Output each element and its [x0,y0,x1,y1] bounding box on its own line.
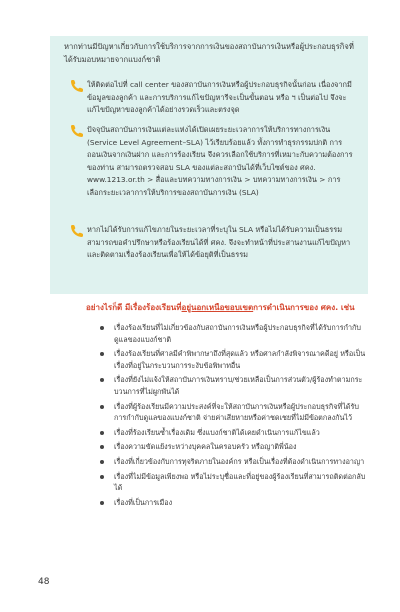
page-number: 48 [38,577,50,587]
list-item [100,497,368,509]
list-item-text: เรื่องที่เกี่ยวข้องกับการทุจริตภายในองค์กร หรือเป็นเรื่องที่ต้องดำเนินการทางอาญา [114,456,365,466]
out-of-scope-list [100,322,368,511]
tip-item-complaint [70,224,356,262]
tip-text: ให้ติดต่อไปที่ call center ของสถาบันการเงินหรือผู้ประกอบธุรกิจนั้นก่อน เนื่องจากมีข้อมูลของลูกค้า และการบริการแก้ไขปัญหารีจะเป็นขั้นตอน หรือ ฯ เป็นต่อไป จึงจะแก้ไขปัญหาของลูกค้าได้อย่างรวดเร็วและตรงจุด [87,80,352,115]
intro-paragraph: หากท่านมีปัญหาเกี่ยวกับการใช้บริการจากการเงินของสถาบันการเงินหรือผู้ประกอบธุรกิจที่ได้รับมอบหมายจากแบงก์ชาติ [64,42,354,64]
bullet-dot [100,475,104,479]
tip-item-sla [70,124,356,200]
list-item-text: เรื่องที่ร้องเรียนซ้ำเรื่องเดิม ซึ่งแบงก์ชาติได้เคยดำเนินการแก้ไขแล้ว [114,427,320,437]
bullet-dot [100,378,104,382]
list-item [100,322,368,345]
bullet-dot [100,352,104,356]
phone-icon [70,124,84,138]
list-item-text: เรื่องที่ผู้ร้องเรียนมีความประสงค์ที่จะให้สถาบันการเงินหรือผู้ประกอบธุรกิจที่ได้รับการกำกับดูแลของแบงก์ชาติ จ่ายค่าเสียหายหรือค่าชดเชยที่ไม่มีข้อตกลงกันไว้ [114,401,359,423]
phone-icon [70,224,84,238]
bullet-dot [100,405,104,409]
list-item [100,456,368,468]
heading-text-rest: การดำเนินการของ ศคง. เช่น [253,303,355,312]
section-heading [86,302,366,314]
bullet-dot [100,326,104,330]
tip-text: ปัจจุบันสถาบันการเงินแต่ละแห่งได้เปิดเผยระยะเวลาการให้บริการทางการเงิน (Service Level Agreement–SLA) ไว้เรียบร้อยแล้ว ทั้งการทำธุรกรรมปกติ การถอนเงินจากเงินฝาก และการร้องเรียน จึงควรเลือกใช้บริการที่เหมาะกับความต้องการของท่าน สามารถตรวจสอบ SLA ของแต่ละสถาบันได้ที่เว็บไซต์ของ ศคง. www.1213.or.th > สื่อและบทความทางการเงิน > บทความทางการเงิน > การเลือกระยะเวลาการให้บริการของสถาบันการเงิน (SLA) [87,125,353,197]
heading-text: อย่างไรก็ดี มีเรื่องร้องเรียนที่ [86,303,182,312]
list-item-text: เรื่องร้องเรียนที่ไม่เกี่ยวข้องกับสถาบันการเงินหรือผู้ประกอบธุรกิจที่ได้รับการกำกับดูแลของแบงก์ชาติ [114,323,361,344]
list-item [100,401,368,424]
list-item [100,427,368,439]
list-item-text: เรื่องที่ไม่มีข้อมูลเพียงพอ หรือไม่ระบุชื่อและที่อยู่ของผู้ร้องเรียนที่สามารถติดต่อกลับได้ [114,471,366,493]
tip-text: หากไม่ได้รับการแก้ไขภายในระยะเวลาที่ระบุใน SLA หรือไม่ได้รับความเป็นธรรม สามารถขอคำปรึกษาหรือร้องเรียนได้ที่ ศคง. จึงจะทำหน้าที่ประสานงานแก้ไขปัญหา และติดตามเรื่องร้องเรียนเพื่อให้ได้ข้อยุติที่เป็นธรรม [87,225,351,260]
bullet-dot [100,460,104,464]
list-item-text: เรื่องความขัดแย้งระหว่างบุคคลในครอบครัว หรือญาติพี่น้อง [114,442,297,452]
list-item-text: เรื่องร้องเรียนที่ศาลมีคำพิพากษาถึงที่สุดแล้ว หรือศาลกำลังพิจารณาคดีอยู่ หรือเป็นเรื่องที่อยู่ในกระบวนการระงับข้อพิพาทอื่น [114,349,366,370]
list-item-text: เรื่องที่เป็นการเมือง [114,497,173,507]
list-item [100,441,368,453]
list-item [100,374,368,397]
bullet-dot [100,501,104,505]
phone-icon [70,79,84,93]
tip-item-call-center [70,79,356,117]
heading-underlined-text: อยู่นอกเหนือขอบเขต [181,303,254,312]
bullet-dot [100,431,104,435]
list-item [100,348,368,371]
list-item-text: เรื่องที่ยังไม่แจ้งให้สถาบันการเงินทราบ/ช่วยเหลือเป็นการส่วนตัว/ผู้ร้องทำตามกระบวนการที่ไม่ผูกพันได้ [114,375,363,396]
list-item [100,471,368,494]
bullet-dot [100,445,104,449]
